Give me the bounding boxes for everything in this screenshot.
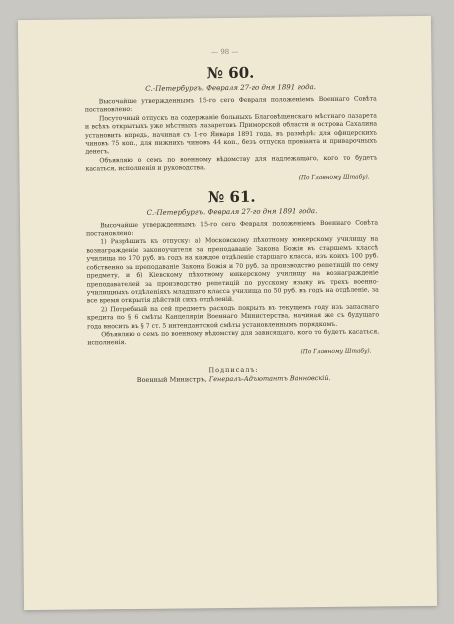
document-page [18,16,437,610]
order-source: (По Главному Штабу). [298,174,370,181]
order-paragraph: Посуточный отпускъ на содержанiе больныхъ Благовѣщенскаго мѣстнаго лазарета и всѣхъ открытыхъ уже мѣстныхъ лазаретовъ Приморской области и острова Сахалина установить впредь, начиная съ 1-го Января 1891 года, въ размѣрѣ: для офицерскихъ чиновъ 75 коп., для нижнихъ чиновъ 44 коп., безъ отпуска провiанта и приварочныхъ денегъ. [85,112,378,156]
order-date: С.-Петербургъ. Февраля 27-го дня 1891 года. [146,206,318,217]
order-paragraph: Объявляю о семъ по военному вѣдомству для надлежащаго, кого то будетъ касаться, исполненiя и руководства. [85,154,378,173]
order-number: № 61. [207,187,256,206]
document-body [84,60,379,385]
order-paragraph: 1) Разрѣшить къ отпуску: а) Московскому пѣхотному юнкерскому училищу на вознагражденiе законоучителя за преподаванiе Закона Божiя въ старшемъ классѣ училища по 170 руб. въ годъ на каждое отдѣленiе старшаго класса, изъ коихъ 100 руб. собственно за преподаванiе Закона Божiя и 70 руб. за производство репетицiй по сему предмету, и б) Кiевскому пѣхотному юнкерскому училищу на вознагражденiе преподавателей за производство репетицiй по русскому языку въ трехъ военно-училищныхъ отдѣленiяхъ младшаго класса училища по 50 руб. въ годъ на отдѣленiе, за все время открытiя дѣйствiй сихъ отдѣленiй. [86,235,379,305]
signature-name: Генералъ-Адъютантъ Ванновскiй. [208,373,331,383]
signature-heading: Подписалъ: [208,365,259,374]
order-paragraph: Высочайше утвержденнымъ 15-го сего Февраля положенiемъ Военнаго Совѣта постановлено: [86,219,379,238]
order-date: С.-Петербургъ. Февраля 27-го дня 1891 года. [145,83,317,93]
page-number: — 98 — [211,47,239,57]
order-source: (По Главному Штабу). [300,348,372,355]
signature-title: Военный Министръ, [136,374,207,384]
order-paragraph: 2) Потребный на сей предметъ расходъ покрыть въ текущемъ году изъ запаснаго кредита по § 6 смѣты Канцелярiи Военнаго Министерства, начиная же съ будущаго года вносить въ § 7 ст. 5 интендантской смѣты установленнымъ порядкомъ. [87,303,380,331]
order-60 [84,62,377,183]
signature-line [88,373,380,385]
order-paragraph: Объявляю о семъ по военному вѣдомству для зависящаго, кого то будетъ касаться, исполненiя. [87,328,380,347]
order-number: № 60. [206,63,255,83]
order-paragraph: Высочайше утвержденнымъ 15-го сего Февраля положенiемъ Военнаго Совѣта постановлено: [84,95,377,114]
order-61 [86,186,380,357]
